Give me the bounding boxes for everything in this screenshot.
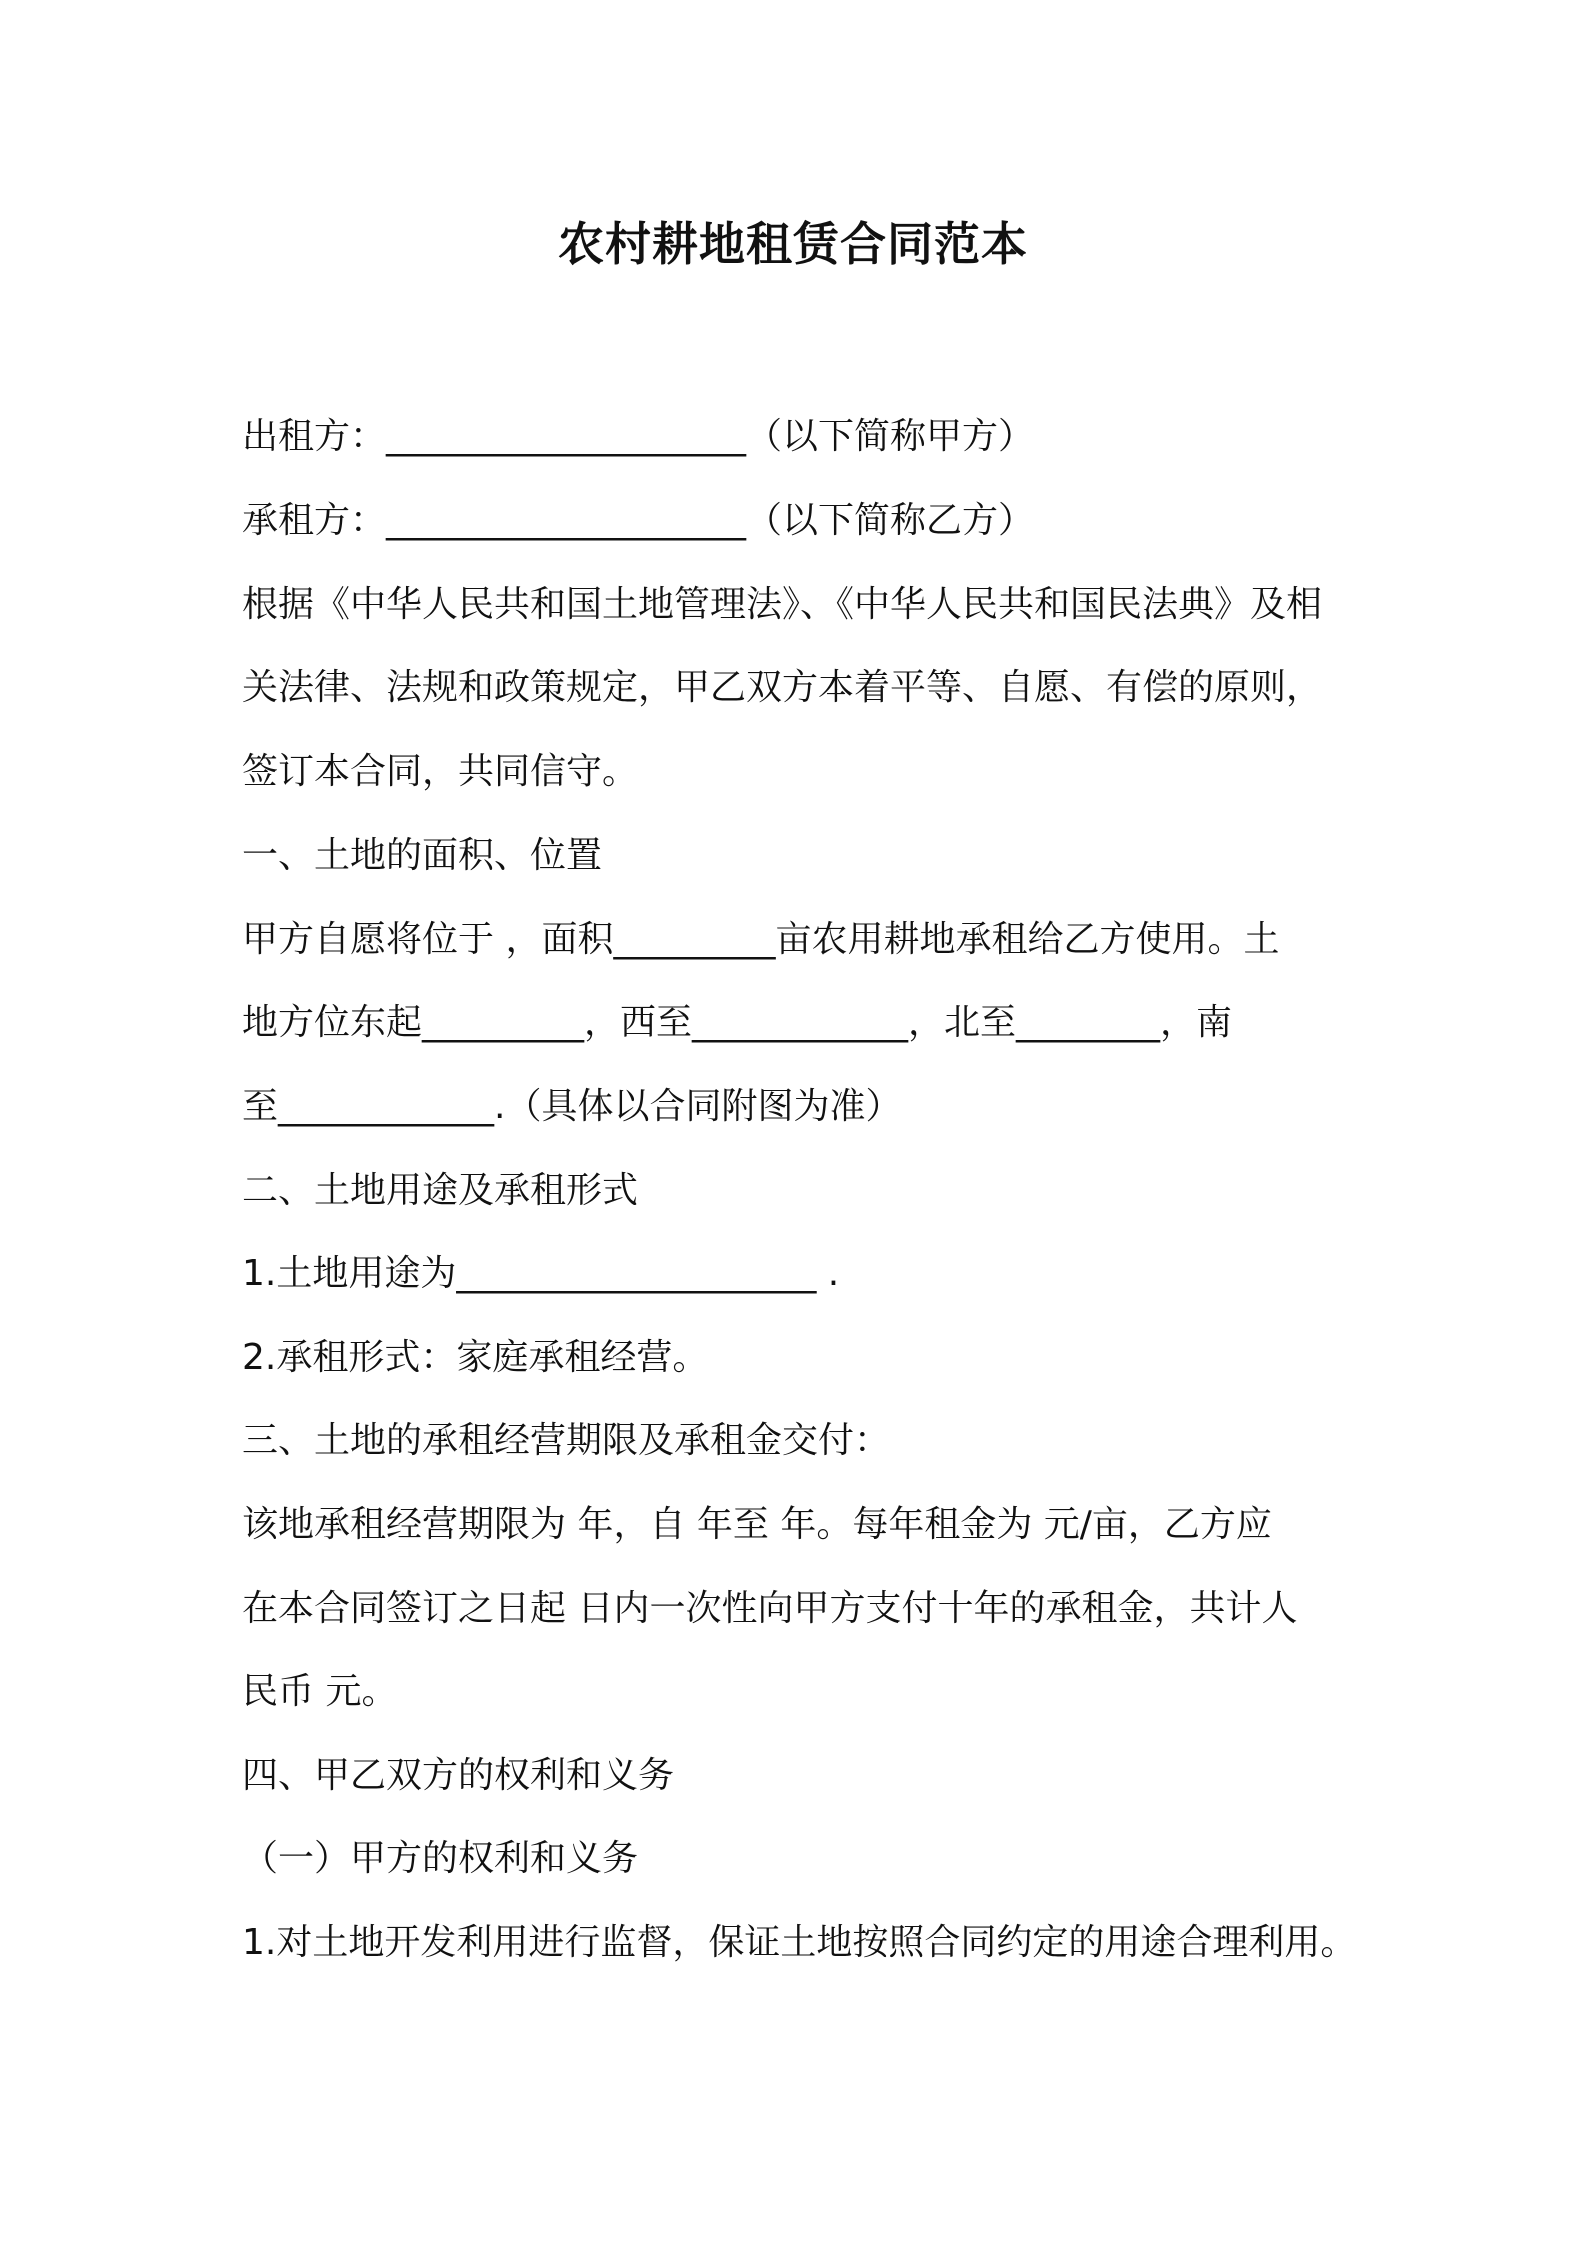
section-3-text-line-3: 民币 元。 <box>242 1671 398 1712</box>
section-3-text-line-1: 该地承租经营期限为 年，自 年至 年。每年租金为 元/亩，乙方应 <box>242 1504 1272 1545</box>
preamble-line-2: 关法律、法规和政策规定，甲乙双方本着平等、自愿、有偿的原则， <box>242 667 1323 708</box>
section-heading-2: 二、土地用途及承租形式 <box>242 1170 639 1211</box>
party-a-duty-line-1: 1.对土地开发利用进行监督，保证土地按照合同约定的用途合理利用。 <box>242 1922 1357 1963</box>
preamble-line-3: 签订本合同，共同信守。 <box>242 751 639 792</box>
section-1-text-line-2: 地方位东起_________，西至____________，北至________，南 <box>242 1002 1233 1043</box>
section-heading-1: 一、土地的面积、位置 <box>242 835 603 876</box>
land-use-line: 1.土地用途为____________________ . <box>242 1253 840 1294</box>
lessor-line: 出租方：____________________（以下简称甲方） <box>242 416 1035 457</box>
subsection-heading-1: （一）甲方的权利和义务 <box>242 1838 639 1879</box>
section-3-text-line-2: 在本合同签订之日起 日内一次性向甲方支付十年的承租金，共计人 <box>242 1588 1298 1629</box>
section-1-text-line-1: 甲方自愿将位于 ，面积_________亩农用耕地承租给乙方使用。土 <box>242 919 1280 960</box>
section-heading-4: 四、甲乙双方的权利和义务 <box>242 1755 675 1796</box>
document-title: 农村耕地租赁合同范本 <box>558 217 1028 271</box>
section-heading-3: 三、土地的承租经营期限及承租金交付： <box>242 1420 891 1461</box>
preamble-line-1: 根据《中华人民共和国土地管理法》、《中华人民共和国民法典》及相 <box>242 584 1323 625</box>
lessee-line: 承租方：____________________（以下简称乙方） <box>242 500 1035 541</box>
lease-form-line: 2.承租形式：家庭承租经营。 <box>242 1337 709 1378</box>
section-1-text-line-3: 至____________.（具体以合同附图为准） <box>242 1086 902 1127</box>
